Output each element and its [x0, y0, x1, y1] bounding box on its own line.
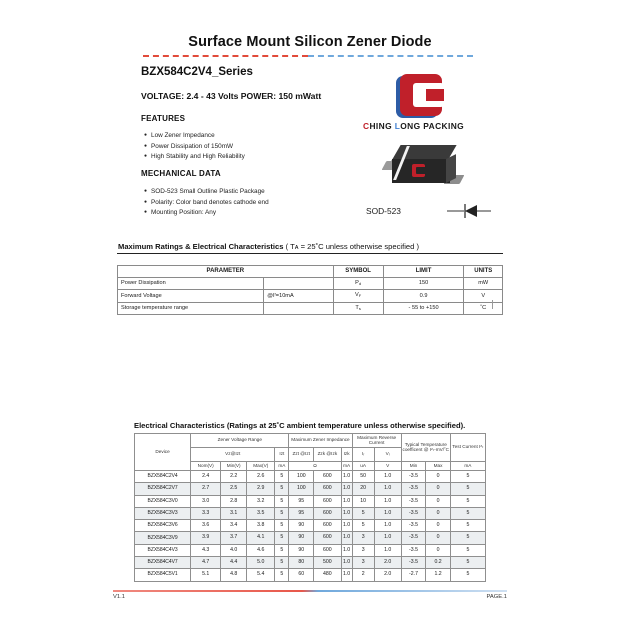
- cell-izt: 5: [275, 471, 289, 483]
- cell-izk: 1.0: [341, 471, 352, 483]
- cell-tc-max: 0: [426, 483, 450, 495]
- cell-izt: 5: [275, 495, 289, 507]
- cell-tc-max: 0: [426, 532, 450, 544]
- cell-izt: 5: [275, 507, 289, 519]
- cell-izk: 1.0: [341, 520, 352, 532]
- cell-tc-min: -3.5: [401, 520, 426, 532]
- cell-ir: 3: [352, 544, 374, 556]
- mechanical-data-heading: MECHANICAL DATA: [141, 169, 221, 178]
- list-item: ● Low Zener Impedance: [144, 131, 245, 142]
- col-parameter: PARAMETER: [118, 266, 334, 278]
- cell-zzt: 60: [289, 569, 314, 581]
- features-list: [144, 131, 245, 163]
- col-zener-voltage-range: Zener Voltage Range: [191, 434, 289, 448]
- table-row: [135, 532, 486, 544]
- features-heading: FEATURES: [141, 114, 186, 123]
- max-ratings-heading-bold: Maximum Ratings & Electrical Characteristics: [118, 242, 284, 251]
- cell-vr: 2.0: [374, 557, 401, 569]
- col-izt: Izt: [275, 448, 289, 462]
- cell-zzt: 95: [289, 495, 314, 507]
- cell-device: BZX584C4V7: [135, 557, 191, 569]
- cell-zzk: 600: [314, 507, 341, 519]
- cell-zzt: 100: [289, 483, 314, 495]
- col-device: Device: [135, 434, 191, 471]
- cell-limit: 0.9: [383, 290, 464, 302]
- list-item: ● High Stability and High Reliability: [144, 152, 245, 163]
- cell-zzt: 90: [289, 544, 314, 556]
- cell-zzk: 600: [314, 532, 341, 544]
- table-row: [135, 544, 486, 556]
- cell-zzk: 600: [314, 520, 341, 532]
- brand-name-hing: HING: [369, 121, 395, 131]
- electrical-characteristics-heading: Electrical Characteristics (Ratings at 25˚C ambient temperature unless otherwise specified).: [134, 421, 466, 430]
- cell-parameter: Storage temperature range: [118, 302, 264, 314]
- col-zzk: Zzk @Izk: [314, 448, 341, 462]
- cell-max: 2.9: [247, 483, 275, 495]
- cell-units: mW: [464, 277, 503, 289]
- cell-vr: 1.0: [374, 495, 401, 507]
- symbol-main: T: [355, 304, 359, 311]
- diode-symbol-icon: [447, 202, 491, 220]
- cell-nom: 4.7: [191, 557, 221, 569]
- max-ratings-heading: [118, 242, 419, 251]
- table-row: [135, 507, 486, 519]
- cell-vr: 1.0: [374, 544, 401, 556]
- brand-name: [363, 121, 464, 131]
- cell-limit: - 55 to +150: [383, 302, 464, 314]
- cell-zzt: 95: [289, 507, 314, 519]
- cell-nom: 2.4: [191, 471, 221, 483]
- cell-device: BZX584C4V3: [135, 544, 191, 556]
- symbol-main: P: [355, 279, 359, 286]
- cell-test-current: 5: [450, 520, 485, 532]
- cell-tc-max: 0: [426, 544, 450, 556]
- unit-min: Min(V): [221, 462, 247, 471]
- cell-izt: 5: [275, 520, 289, 532]
- col-izk: Izk: [341, 448, 352, 462]
- cell-izk: 1.0: [341, 569, 352, 581]
- cell-tc-min: -3.5: [401, 557, 426, 569]
- cell-tc-max: 0: [426, 495, 450, 507]
- cell-condition: @Iᶠ=10mA: [264, 290, 333, 302]
- col-max-reverse-current: Maximum Reverse Current: [352, 434, 401, 448]
- cell-max: 2.6: [247, 471, 275, 483]
- cell-zzt: 100: [289, 471, 314, 483]
- cell-min: 2.8: [221, 495, 247, 507]
- cell-ir: 50: [352, 471, 374, 483]
- page-title-text: Surface Mount Silicon Zener Diode: [188, 34, 432, 50]
- page-title: [0, 33, 620, 51]
- unit-tc-max: Max: [426, 462, 450, 471]
- max-ratings-underline: [117, 253, 503, 254]
- cell-tc-min: -3.5: [401, 483, 426, 495]
- cell-izt: 5: [275, 532, 289, 544]
- package-label: SOD-523: [366, 206, 401, 216]
- title-divider: [143, 55, 473, 57]
- unit-izt: mA: [275, 462, 289, 471]
- cell-test-current: 5: [450, 495, 485, 507]
- cell-izk: 1.0: [341, 532, 352, 544]
- cell-tc-max: 0: [426, 507, 450, 519]
- cell-vr: 2.0: [374, 569, 401, 581]
- cell-test-current: 5: [450, 544, 485, 556]
- company-logo: [396, 74, 442, 118]
- cell-izt: 5: [275, 557, 289, 569]
- cell-tc-max: 1.2: [426, 569, 450, 581]
- col-max-zener-impedance: Maximum Zener Impedance: [289, 434, 352, 448]
- cell-symbol: [333, 290, 383, 302]
- cell-tc-min: -3.5: [401, 532, 426, 544]
- max-ratings-heading-condition: ( Tᴀ = 25˚C unless otherwise specified ): [283, 242, 419, 251]
- table-header-row-group: [135, 434, 486, 448]
- footer-divider: [113, 590, 507, 592]
- cell-condition: [264, 302, 333, 314]
- cell-device: BZX584C5V1: [135, 569, 191, 581]
- cell-max: 5.0: [247, 557, 275, 569]
- cell-zzk: 600: [314, 471, 341, 483]
- cell-limit: 150: [383, 277, 464, 289]
- cell-zzt: 90: [289, 520, 314, 532]
- col-symbol: SYMBOL: [333, 266, 383, 278]
- table-row: [118, 290, 503, 302]
- table-row: [118, 302, 503, 314]
- cell-izt: 5: [275, 544, 289, 556]
- unit-izk: mA: [341, 462, 352, 471]
- table-header-row: [118, 266, 503, 278]
- col-zzt: Zzt @Izt: [289, 448, 314, 462]
- cell-tc-max: 0: [426, 471, 450, 483]
- symbol-sub: F: [358, 292, 362, 298]
- table-row: [135, 483, 486, 495]
- mechanical-data-list: [144, 187, 269, 219]
- cell-max: 4.6: [247, 544, 275, 556]
- cell-tc-min: -3.5: [401, 471, 426, 483]
- part-number: BZX584C2V4_Series: [141, 66, 253, 78]
- cell-symbol: [333, 277, 383, 289]
- logo-c-bar: [426, 89, 444, 101]
- col-ir: Iᵣ: [352, 448, 374, 462]
- table-row: [135, 557, 486, 569]
- sod523-package-drawing: [384, 145, 468, 191]
- page-number: PAGE.1: [486, 594, 507, 600]
- cell-izt: 5: [275, 483, 289, 495]
- cell-device: BZX584C2V7: [135, 483, 191, 495]
- brand-name-rest: ONG PACKING: [400, 121, 465, 131]
- brand-name-l: L: [394, 121, 401, 131]
- cell-test-current: 5: [450, 532, 485, 544]
- cell-nom: 3.6: [191, 520, 221, 532]
- col-vz-izt: Vz@Izt: [191, 448, 275, 462]
- title-divider-red: [143, 55, 308, 57]
- cell-nom: 3.9: [191, 532, 221, 544]
- cell-max: 3.2: [247, 495, 275, 507]
- cell-device: BZX584C3V6: [135, 520, 191, 532]
- col-limit: LIMIT: [383, 266, 464, 278]
- brand-name-c: C: [363, 121, 370, 131]
- cell-tc-max: 0.2: [426, 557, 450, 569]
- symbol-sub: d: [358, 280, 362, 286]
- col-test-current: Test Current Iᶻₜ: [450, 434, 485, 462]
- cell-test-current: 5: [450, 471, 485, 483]
- cell-vr: 1.0: [374, 532, 401, 544]
- cell-izt: 5: [275, 569, 289, 581]
- table-row: [118, 277, 503, 289]
- cell-device: BZX584C3V3: [135, 507, 191, 519]
- cell-ir: 20: [352, 483, 374, 495]
- col-vr: Vᵣ: [374, 448, 401, 462]
- cell-units: ˚C: [464, 302, 503, 314]
- cell-tc-min: -3.5: [401, 495, 426, 507]
- table-row: [135, 471, 486, 483]
- col-temp-coefficient: Typical Temperature coefficent @ Iᶻₜ-mV/˚C: [401, 434, 450, 462]
- list-item: ● Power Dissipation of 150mW: [144, 142, 245, 153]
- unit-test-current: mA: [450, 462, 485, 471]
- table-border-artifact: [492, 300, 493, 309]
- voltage-power-spec: VOLTAGE: 2.4 - 43 Volts POWER: 150 mWatt: [141, 91, 322, 101]
- cell-device: BZX584C3V0: [135, 495, 191, 507]
- cell-device: BZX584C2V4: [135, 471, 191, 483]
- symbol-main: V: [355, 292, 359, 299]
- cell-min: 3.1: [221, 507, 247, 519]
- cell-min: 4.4: [221, 557, 247, 569]
- cell-nom: 2.7: [191, 483, 221, 495]
- cell-condition: [264, 277, 333, 289]
- cell-zzk: 600: [314, 483, 341, 495]
- cell-tc-min: -3.5: [401, 544, 426, 556]
- unit-max: Max(V): [247, 462, 275, 471]
- cell-ir: 10: [352, 495, 374, 507]
- cell-symbol: [333, 302, 383, 314]
- cell-zzk: 480: [314, 569, 341, 581]
- list-item: ● SOD-523 Small Outline Plastic Package: [144, 187, 269, 198]
- cell-test-current: 5: [450, 569, 485, 581]
- electrical-characteristics-table: [134, 433, 486, 582]
- cell-zzt: 80: [289, 557, 314, 569]
- cell-vr: 1.0: [374, 471, 401, 483]
- col-units: UNITS: [464, 266, 503, 278]
- symbol-sub: s: [358, 305, 361, 311]
- cell-min: 2.5: [221, 483, 247, 495]
- logo-c-mark: [400, 74, 442, 116]
- title-divider-blue: [308, 55, 473, 57]
- document-version: V1.1: [113, 594, 125, 600]
- unit-ir: uA: [352, 462, 374, 471]
- cell-device: BZX584C3V9: [135, 532, 191, 544]
- cell-tc-max: 0: [426, 520, 450, 532]
- cell-min: 4.0: [221, 544, 247, 556]
- cell-parameter: Power Dissipation: [118, 277, 264, 289]
- electrical-table-body: [135, 471, 486, 582]
- cell-tc-min: -3.5: [401, 507, 426, 519]
- table-row: [135, 569, 486, 581]
- cell-test-current: 5: [450, 483, 485, 495]
- cell-vr: 1.0: [374, 483, 401, 495]
- cell-nom: 3.3: [191, 507, 221, 519]
- cell-izk: 1.0: [341, 483, 352, 495]
- package-logo-notch: [416, 167, 426, 174]
- cell-ir: 2: [352, 569, 374, 581]
- cell-zzk: 500: [314, 557, 341, 569]
- package-logo-mark: [412, 164, 425, 177]
- cell-min: 4.8: [221, 569, 247, 581]
- cell-min: 2.2: [221, 471, 247, 483]
- cell-ir: 5: [352, 507, 374, 519]
- cell-izk: 1.0: [341, 557, 352, 569]
- cell-ir: 5: [352, 520, 374, 532]
- cell-min: 3.7: [221, 532, 247, 544]
- cell-max: 3.5: [247, 507, 275, 519]
- cell-zzk: 600: [314, 544, 341, 556]
- cell-izk: 1.0: [341, 544, 352, 556]
- cell-ir: 3: [352, 557, 374, 569]
- cell-ir: 3: [352, 532, 374, 544]
- cell-parameter: Forward Voltage: [118, 290, 264, 302]
- cell-units: V: [464, 290, 503, 302]
- unit-ohm: Ω: [289, 462, 341, 471]
- cell-test-current: 5: [450, 557, 485, 569]
- cell-min: 3.4: [221, 520, 247, 532]
- unit-vr: V: [374, 462, 401, 471]
- cell-zzt: 90: [289, 532, 314, 544]
- cell-nom: 3.0: [191, 495, 221, 507]
- cell-max: 5.4: [247, 569, 275, 581]
- cell-izk: 1.0: [341, 507, 352, 519]
- unit-tc-min: Min: [401, 462, 426, 471]
- max-ratings-table: [117, 265, 503, 315]
- list-item: ● Mounting Position: Any: [144, 208, 269, 219]
- unit-nom: Nom(V): [191, 462, 221, 471]
- table-row: [135, 495, 486, 507]
- cell-vr: 1.0: [374, 507, 401, 519]
- list-item: ● Polarity: Color band denotes cathode end: [144, 198, 269, 209]
- cell-nom: 4.3: [191, 544, 221, 556]
- cell-tc-min: -2.7: [401, 569, 426, 581]
- cell-max: 3.8: [247, 520, 275, 532]
- cell-izk: 1.0: [341, 495, 352, 507]
- table-row: [135, 520, 486, 532]
- cell-test-current: 5: [450, 507, 485, 519]
- cell-vr: 1.0: [374, 520, 401, 532]
- package-side-face: [446, 154, 456, 183]
- cell-max: 4.1: [247, 532, 275, 544]
- cell-zzk: 600: [314, 495, 341, 507]
- cell-nom: 5.1: [191, 569, 221, 581]
